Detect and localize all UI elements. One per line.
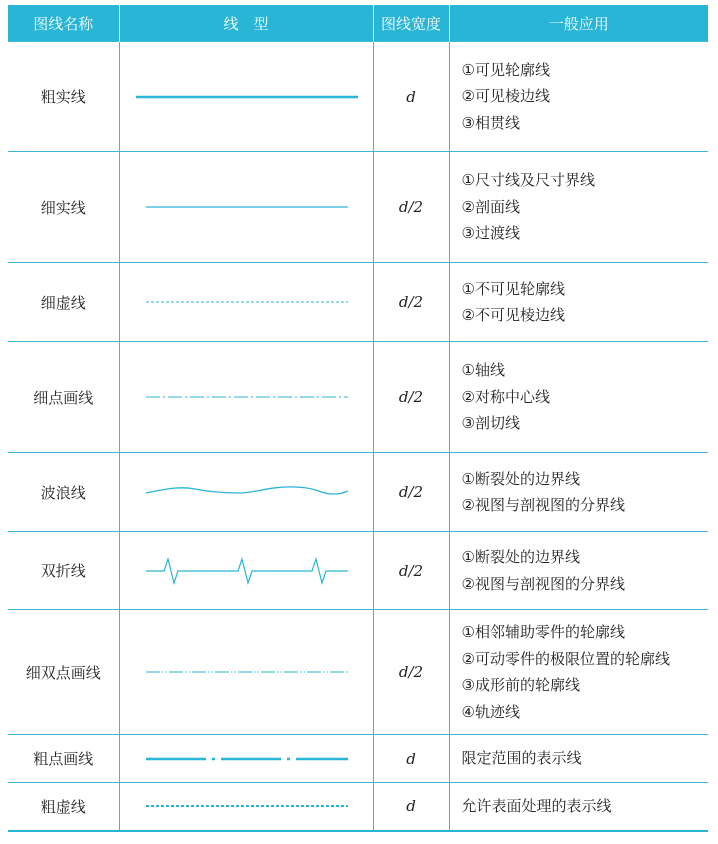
line-sample	[119, 42, 373, 152]
usage-item: ④轨迹线	[461, 702, 520, 721]
thin-dashed-line-sample	[120, 282, 374, 322]
line-types-table-container	[8, 5, 708, 832]
usage-item: ②可见棱边线	[461, 87, 550, 106]
table-row	[8, 42, 708, 152]
line-width: d/2	[373, 152, 449, 263]
line-width: d/2	[373, 453, 449, 532]
line-sample	[119, 783, 373, 831]
line-sample	[119, 152, 373, 263]
usage-item: ②可动零件的极限位置的轮廓线	[461, 649, 670, 668]
line-width: d/2	[373, 263, 449, 342]
line-name: 细点画线	[8, 342, 119, 453]
usage-list	[449, 783, 708, 831]
table-row	[8, 453, 708, 532]
thin-double-dash-dot-line-sample	[120, 652, 374, 692]
usage-item: ③相贯线	[461, 113, 520, 132]
header-line-width: 图线宽度	[373, 5, 449, 42]
usage-list	[449, 735, 708, 783]
header-line-name: 图线名称	[8, 5, 119, 42]
usage-list	[449, 610, 708, 735]
line-sample	[119, 263, 373, 342]
line-sample	[119, 532, 373, 610]
usage-item: ①不可见轮廓线	[461, 279, 565, 298]
line-name: 粗实线	[8, 42, 119, 152]
line-name: 波浪线	[8, 453, 119, 532]
line-types-table	[8, 5, 708, 832]
usage-item: ①断裂处的边界线	[461, 548, 580, 566]
table-row	[8, 610, 708, 735]
usage-item: ②剖面线	[461, 197, 520, 216]
usage-list	[449, 152, 708, 263]
usage-item: ①断裂处的边界线	[461, 469, 580, 488]
header-usage: 一般应用	[449, 5, 708, 42]
usage-item: ②视图与剖视图的分界线	[461, 496, 625, 514]
table-row	[8, 783, 708, 831]
line-sample	[119, 342, 373, 453]
table-row	[8, 735, 708, 783]
usage-list	[449, 532, 708, 610]
thick-dash-dot-line-sample	[120, 739, 374, 779]
line-name: 细双点画线	[8, 610, 119, 735]
line-sample	[119, 735, 373, 783]
table-row	[8, 532, 708, 610]
usage-item: ①尺寸线及尺寸界线	[461, 171, 595, 190]
line-name: 细实线	[8, 152, 119, 263]
zigzag-line-sample	[120, 551, 374, 591]
table-row	[8, 152, 708, 263]
line-width: d/2	[373, 342, 449, 453]
usage-item: 限定范围的表示线	[461, 749, 582, 768]
thin-solid-line-sample	[120, 187, 374, 227]
usage-item: ①相邻辅助零件的轮廓线	[461, 623, 625, 641]
line-sample	[119, 453, 373, 532]
usage-item: ②对称中心线	[461, 387, 550, 406]
usage-item: ②不可见棱边线	[461, 306, 565, 324]
line-width: d	[373, 783, 449, 831]
usage-item: ③过渡线	[461, 224, 520, 243]
table-header-row	[8, 5, 708, 42]
usage-item: ③成形前的轮廓线	[461, 676, 580, 694]
usage-item: ②视图与剖视图的分界线	[461, 574, 625, 593]
usage-list	[449, 263, 708, 342]
usage-list	[449, 42, 708, 152]
line-width: d	[373, 735, 449, 783]
line-sample	[119, 610, 373, 735]
usage-list	[449, 453, 708, 532]
usage-item: 允许表面处理的表示线	[461, 797, 612, 815]
table-row	[8, 263, 708, 342]
thin-dash-dot-line-sample	[120, 377, 374, 417]
usage-item: ③剖切线	[461, 414, 520, 433]
line-name: 粗点画线	[8, 735, 119, 783]
line-width: d/2	[373, 532, 449, 610]
header-line-type: 线 型	[119, 5, 373, 42]
usage-item: ①可见轮廓线	[461, 60, 550, 79]
table-row	[8, 342, 708, 453]
line-width: d	[373, 42, 449, 152]
line-name: 双折线	[8, 532, 119, 610]
line-name: 细虚线	[8, 263, 119, 342]
thick-dashed-line-sample	[120, 786, 374, 826]
thick-solid-line-sample	[120, 77, 374, 117]
usage-item: ①轴线	[461, 361, 505, 380]
usage-list	[449, 342, 708, 453]
wavy-line-sample	[120, 472, 374, 512]
line-width: d/2	[373, 610, 449, 735]
line-name: 粗虚线	[8, 783, 119, 831]
